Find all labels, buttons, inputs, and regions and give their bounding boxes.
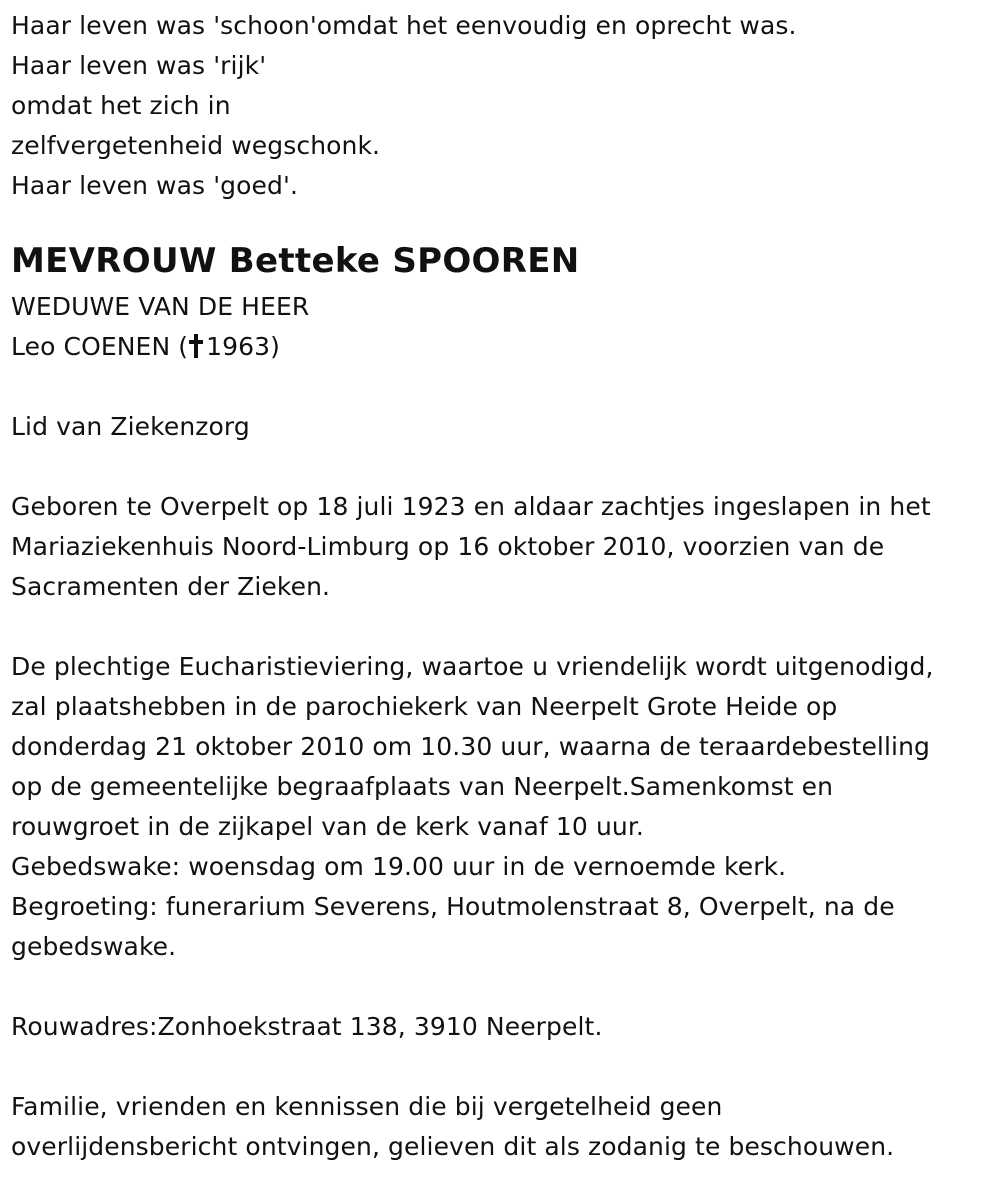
closing-paragraph	[11, 1087, 990, 1167]
widow-line: WEDUWE VAN DE HEER	[11, 292, 310, 321]
spacer	[11, 967, 990, 1007]
paragraph-line: overlijdensbericht ontvingen, gelieven dit als zodanig te beschouwen.	[11, 1132, 895, 1161]
paragraph-line: donderdag 21 oktober 2010 om 10.30 uur, waarna de teraardebestelling	[11, 732, 930, 761]
cross-icon	[189, 334, 203, 358]
paragraph-line: Geboren te Overpelt op 18 juli 1923 en aldaar zachtjes ingeslapen in het	[11, 492, 931, 521]
ceremony-paragraph	[11, 647, 990, 967]
mourning-address: Rouwadres:Zonhoekstraat 138, 3910 Neerpelt.	[11, 1012, 603, 1041]
paragraph-line: gebedswake.	[11, 932, 177, 961]
spouse-name: Leo COENEN (	[11, 332, 189, 361]
spouse-line	[11, 327, 990, 367]
poem-line: omdat het zich in	[11, 91, 231, 120]
spacer	[11, 1047, 990, 1087]
poem-line: Haar leven was 'schoon'omdat het eenvoudig en oprecht was.	[11, 11, 797, 40]
paragraph-line: Gebedswake: woensdag om 19.00 uur in de vernoemde kerk.	[11, 852, 787, 881]
spacer	[11, 367, 990, 407]
poem-line: Haar leven was 'rijk'	[11, 51, 267, 80]
poem	[11, 6, 990, 206]
paragraph-line: Begroeting: funerarium Severens, Houtmolenstraat 8, Overpelt, na de	[11, 892, 895, 921]
membership: Lid van Ziekenzorg	[11, 412, 250, 441]
paragraph-line: op de gemeentelijke begraafplaats van Neerpelt.Samenkomst en	[11, 772, 834, 801]
paragraph-line: Mariaziekenhuis Noord-Limburg op 16 oktober 2010, voorzien van de	[11, 532, 885, 561]
spouse-year: 1963)	[206, 332, 281, 361]
poem-line: Haar leven was 'goed'.	[11, 171, 299, 200]
paragraph-line: Familie, vrienden en kennissen die bij vergetelheid geen	[11, 1092, 723, 1121]
paragraph-line: De plechtige Eucharistieviering, waartoe u vriendelijk wordt uitgenodigd,	[11, 652, 934, 681]
spacer	[11, 447, 990, 487]
poem-line: zelfvergetenheid wegschonk.	[11, 131, 381, 160]
spacer	[11, 607, 990, 647]
paragraph-line: rouwgroet in de zijkapel van de kerk vanaf 10 uur.	[11, 812, 644, 841]
paragraph-line: Sacramenten der Zieken.	[11, 572, 331, 601]
deceased-name: MEVROUW Betteke SPOOREN	[11, 241, 580, 281]
birth-death-paragraph	[11, 487, 990, 607]
paragraph-line: zal plaatshebben in de parochiekerk van Neerpelt Grote Heide op	[11, 692, 838, 721]
